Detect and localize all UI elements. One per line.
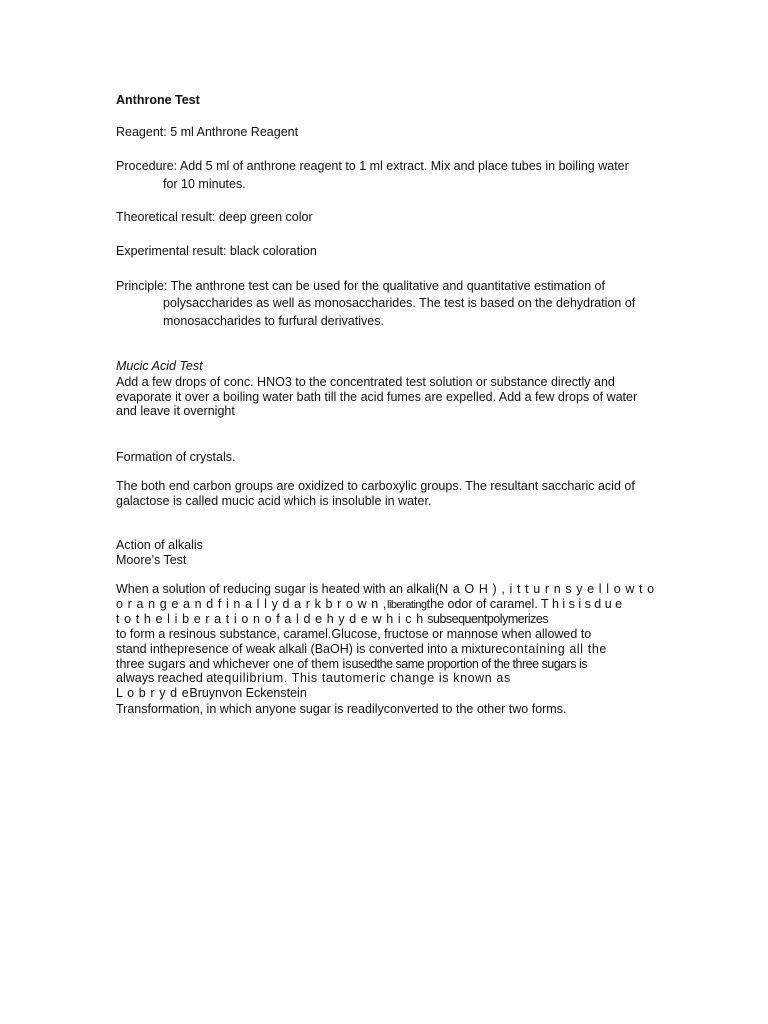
mucic-result-line: Formation of crystals. bbox=[116, 450, 236, 464]
moores-test-heading: Moore’s Test bbox=[116, 553, 187, 567]
moores-paragraph-line-5 bbox=[116, 642, 607, 657]
moores-line-6-part-a: three sugars and whichever one of them is bbox=[116, 657, 352, 671]
moores-paragraph-line-3 bbox=[116, 612, 548, 627]
moores-line-2-part-a: o r a n g e a n d f i n a l l y d a r k b r o w n , bbox=[116, 597, 387, 611]
anthrone-procedure-line-1: Procedure: Add 5 ml of anthrone reagent to 1 ml extract. Mix and place tubes in boiling water bbox=[116, 159, 629, 173]
anthrone-principle-line-1: Principle: The anthrone test can be used for the qualitative and quantitative estimation of bbox=[116, 279, 605, 293]
anthrone-procedure-line-2: for 10 minutes. bbox=[163, 177, 246, 191]
moores-line-3-part-a: t o t h e l i b e r a t i o n o f a l d e h y d e w h i c h bbox=[116, 612, 424, 626]
moores-paragraph-line-1 bbox=[116, 582, 655, 597]
moores-line-3-part-b: subsequentpolymerizes bbox=[427, 612, 549, 626]
anthrone-theoretical-result: Theoretical result: deep green color bbox=[116, 210, 313, 224]
mucic-procedure-line-1: Add a few drops of conc. HNO3 to the concentrated test solution or substance directly and bbox=[116, 375, 615, 389]
moores-paragraph-line-6 bbox=[116, 657, 587, 672]
mucic-explanation-line-1: The both end carbon groups are oxidized to carboxylic groups. The resultant saccharic acid of bbox=[116, 479, 635, 493]
anthrone-principle-line-3: monosaccharides to furfural derivatives. bbox=[163, 314, 384, 328]
moores-line-5-part-a: stand inthepresence of weak alkali (BaOH) is converted into a mixture bbox=[116, 642, 503, 656]
anthrone-principle-line-2: polysaccharides as well as monosaccharides. The test is based on the dehydration of bbox=[163, 296, 636, 310]
moores-line-1-part-b: N a O H ) , i t t u r n s y e l l o w t o bbox=[439, 582, 655, 596]
moores-line-1-part-a: When a solution of reducing sugar is heated with an alkali( bbox=[116, 582, 440, 596]
moores-paragraph-line-2 bbox=[116, 597, 622, 613]
moores-line-8-part-b: Bruynvon Eckenstein bbox=[189, 686, 307, 700]
moores-line-6-part-b: usedthe same proportion of the three sugars is bbox=[351, 657, 588, 671]
mucic-explanation-line-2: galactose is called mucic acid which is insoluble in water. bbox=[116, 494, 432, 508]
moores-line-2-part-c: the odor of caramel. T h i s i s d u e bbox=[426, 597, 623, 611]
moores-paragraph-line-8 bbox=[116, 686, 307, 701]
moores-paragraph-line-9: Transformation, in which anyone sugar is readilyconverted to the other two forms. bbox=[116, 702, 567, 716]
anthrone-reagent-line: Reagent: 5 ml Anthrone Reagent bbox=[116, 125, 299, 139]
moores-paragraph-line-7 bbox=[116, 671, 511, 686]
anthrone-test-heading: Anthrone Test bbox=[116, 93, 200, 107]
mucic-acid-test-heading: Mucic Acid Test bbox=[116, 359, 203, 373]
anthrone-experimental-result: Experimental result: black coloration bbox=[116, 244, 317, 258]
moores-paragraph-line-4: to form a resinous substance, caramel.Glucose, fructose or mannose when allowed to bbox=[116, 627, 592, 641]
mucic-procedure-line-3: and leave it overnight bbox=[116, 404, 235, 418]
moores-line-5-part-b: containing all the bbox=[502, 642, 607, 656]
moores-line-7-part-a: always reached at bbox=[116, 671, 217, 685]
mucic-procedure-line-2: evaporate it over a boiling water bath till the acid fumes are expelled. Add a few drops of water bbox=[116, 390, 638, 404]
moores-line-2-part-b: liberating bbox=[387, 599, 427, 611]
moores-line-7-part-b: equilibrium. This tautomeric change is known as bbox=[216, 671, 511, 685]
action-of-alkalis-heading: Action of alkalis bbox=[116, 538, 203, 552]
moores-line-8-part-a: L o b r y d e bbox=[116, 686, 190, 700]
